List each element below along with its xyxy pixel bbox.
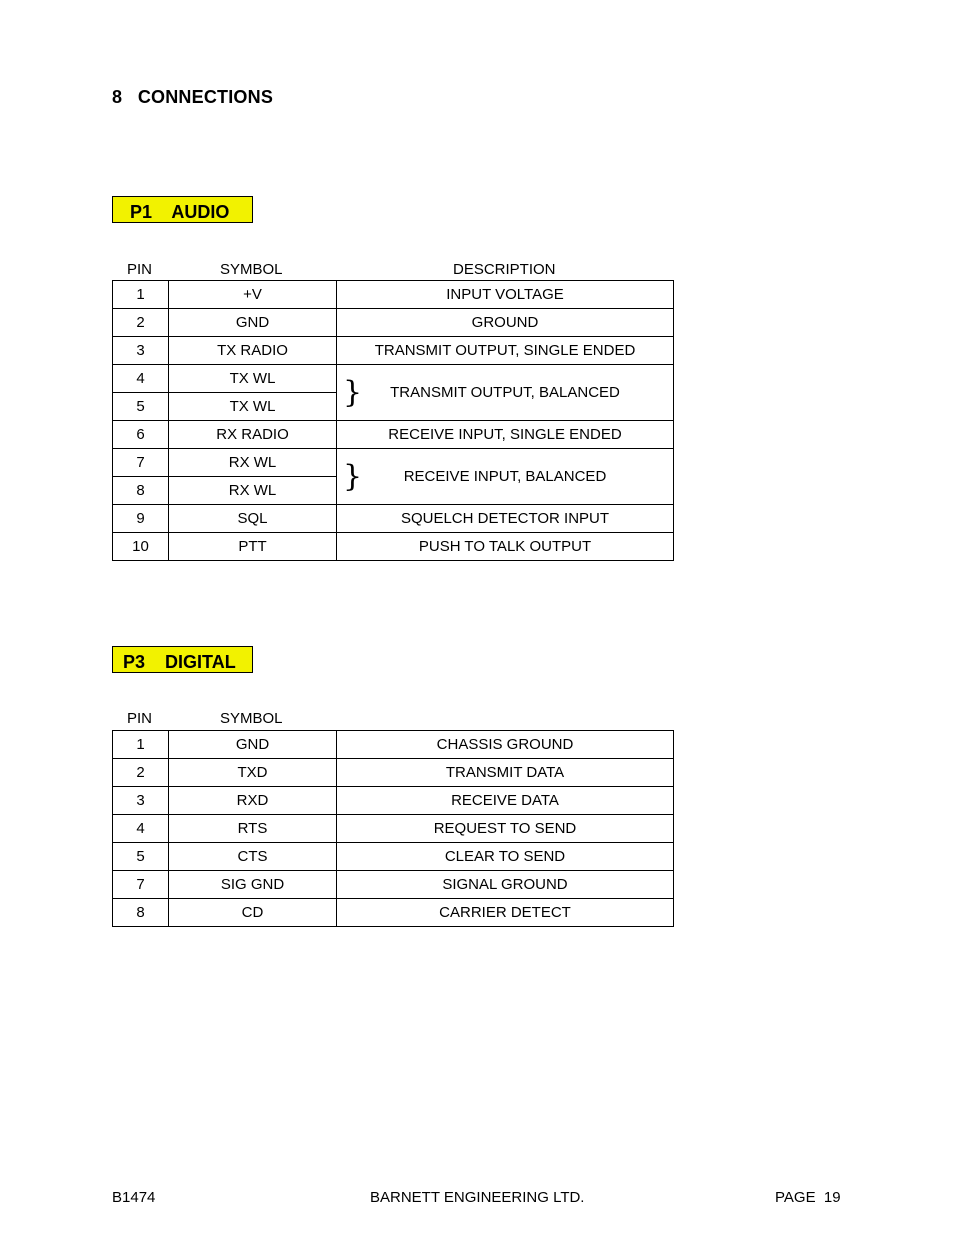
table-row xyxy=(113,281,674,309)
pin-cell: 3 xyxy=(113,337,169,365)
symbol-cell: TX RADIO xyxy=(169,337,337,365)
description-cell: TRANSMIT OUTPUT, SINGLE ENDED xyxy=(337,337,674,365)
p3-header-symbol: SYMBOL xyxy=(220,710,283,727)
symbol-cell: RTS xyxy=(169,815,337,843)
description-cell: CHASSIS GROUND xyxy=(337,731,674,759)
p1-header-pin: PIN xyxy=(127,261,153,278)
symbol-cell: SQL xyxy=(169,505,337,533)
pin-cell: 10 xyxy=(113,533,169,561)
description-cell: INPUT VOLTAGE xyxy=(337,281,674,309)
description-cell: CARRIER DETECT xyxy=(337,899,674,927)
symbol-cell: GND xyxy=(169,731,337,759)
symbol-cell: RXD xyxy=(169,787,337,815)
section-number: 8 xyxy=(112,87,123,107)
p1-tag-name: AUDIO xyxy=(171,202,230,222)
symbol-cell: +V xyxy=(169,281,337,309)
table-row xyxy=(113,533,674,561)
symbol-cell: SIG GND xyxy=(169,871,337,899)
pin-cell: 5 xyxy=(113,393,169,421)
description-cell: TRANSMIT DATA xyxy=(337,759,674,787)
pin-cell: 8 xyxy=(113,477,169,505)
table-row xyxy=(113,815,674,843)
brace-glyph: } xyxy=(343,374,363,410)
p1-header-symbol: SYMBOL xyxy=(220,261,283,278)
symbol-cell: RX RADIO xyxy=(169,421,337,449)
table-row xyxy=(113,731,674,759)
symbol-cell: CTS xyxy=(169,843,337,871)
description-cell: GROUND xyxy=(337,309,674,337)
footer-page-number: PAGE 19 xyxy=(775,1189,841,1206)
p1-header-description: DESCRIPTION xyxy=(453,261,556,278)
pin-cell: 2 xyxy=(113,309,169,337)
description-cell: PUSH TO TALK OUTPUT xyxy=(337,533,674,561)
symbol-cell: CD xyxy=(169,899,337,927)
p1-tag-id: P1 xyxy=(130,202,153,222)
p3-tag-id: P3 xyxy=(123,652,146,672)
table-row xyxy=(113,309,674,337)
description-text: RECEIVE INPUT, BALANCED xyxy=(403,467,607,485)
description-cell-merged xyxy=(337,449,674,505)
table-row xyxy=(113,899,674,927)
pin-cell: 5 xyxy=(113,843,169,871)
footer-company: BARNETT ENGINEERING LTD. xyxy=(370,1189,585,1206)
p3-tag-name: DIGITAL xyxy=(165,652,236,672)
description-cell: SIGNAL GROUND xyxy=(337,871,674,899)
pin-cell: 7 xyxy=(113,871,169,899)
pin-cell: 8 xyxy=(113,899,169,927)
table-row xyxy=(113,449,674,477)
description-cell: CLEAR TO SEND xyxy=(337,843,674,871)
description-cell-merged xyxy=(337,365,674,421)
section-title: CONNECTIONS xyxy=(137,87,274,107)
p3-tag xyxy=(112,646,253,673)
pin-cell: 7 xyxy=(113,449,169,477)
table-row xyxy=(113,365,674,393)
footer-doc-id: B1474 xyxy=(112,1189,156,1206)
pin-cell: 4 xyxy=(113,365,169,393)
description-cell: RECEIVE DATA xyxy=(337,787,674,815)
symbol-cell: TXD xyxy=(169,759,337,787)
symbol-cell: TX WL xyxy=(169,393,337,421)
symbol-cell: RX WL xyxy=(169,477,337,505)
table-row xyxy=(113,759,674,787)
table-row xyxy=(113,337,674,365)
table-row xyxy=(113,871,674,899)
table-row xyxy=(113,787,674,815)
symbol-cell: PTT xyxy=(169,533,337,561)
symbol-cell: TX WL xyxy=(169,365,337,393)
section-heading xyxy=(112,87,273,108)
symbol-cell: RX WL xyxy=(169,449,337,477)
description-cell: RECEIVE INPUT, SINGLE ENDED xyxy=(337,421,674,449)
description-cell: REQUEST TO SEND xyxy=(337,815,674,843)
p3-header-pin: PIN xyxy=(127,710,153,727)
pin-cell: 1 xyxy=(113,281,169,309)
table-row xyxy=(113,421,674,449)
pin-cell: 4 xyxy=(113,815,169,843)
p1-tag xyxy=(112,196,253,223)
brace-glyph: } xyxy=(343,458,363,494)
description-cell: SQUELCH DETECTOR INPUT xyxy=(337,505,674,533)
pin-cell: 9 xyxy=(113,505,169,533)
pin-cell: 2 xyxy=(113,759,169,787)
p1-pin-table xyxy=(112,280,674,561)
pin-cell: 3 xyxy=(113,787,169,815)
table-row xyxy=(113,843,674,871)
p3-pin-table xyxy=(112,730,674,927)
pin-cell: 1 xyxy=(113,731,169,759)
symbol-cell: GND xyxy=(169,309,337,337)
table-row xyxy=(113,505,674,533)
pin-cell: 6 xyxy=(113,421,169,449)
description-text: TRANSMIT OUTPUT, BALANCED xyxy=(390,383,620,401)
